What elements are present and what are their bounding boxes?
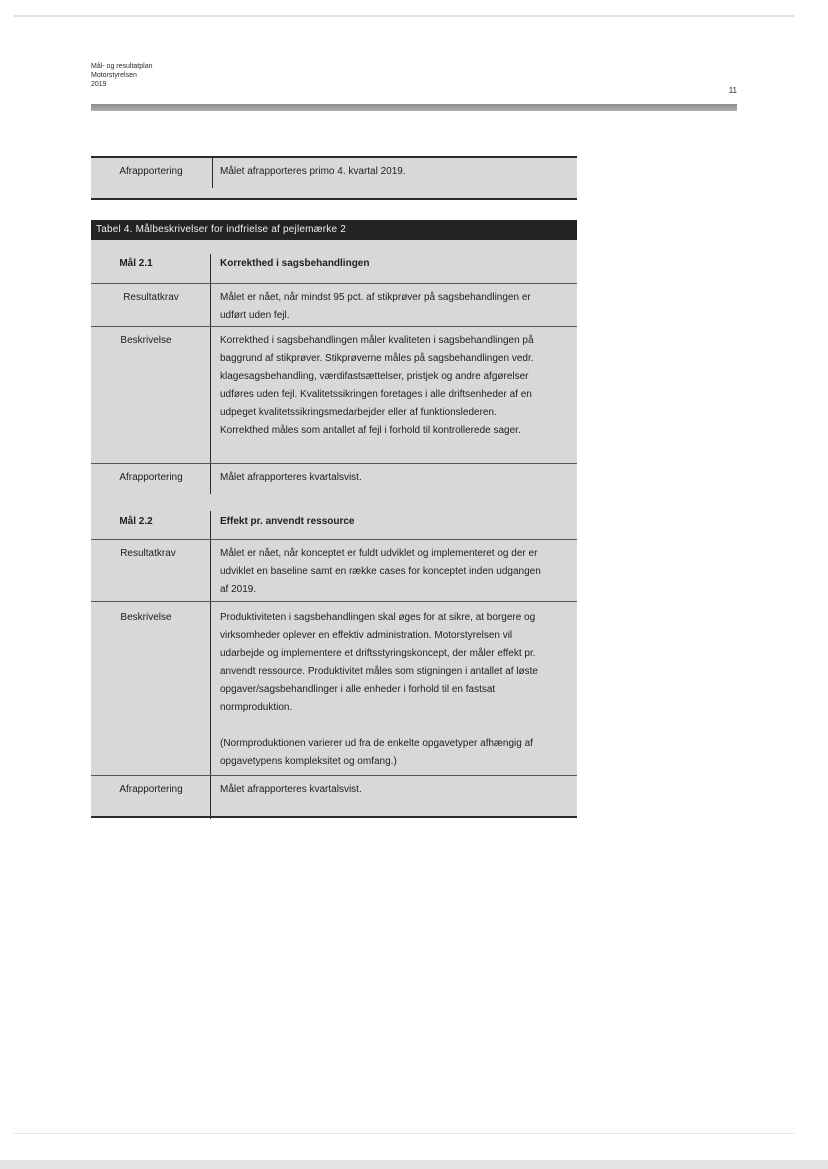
top-table-divider	[212, 158, 213, 188]
top-table-label: Afrapportering	[119, 166, 183, 177]
row-divider	[91, 283, 577, 284]
row-divider	[91, 539, 577, 540]
goal-2-2-title: Effekt pr. anvendt ressource	[220, 516, 355, 527]
goal-2-1-reporting-label: Afrapportering	[119, 472, 183, 483]
goal-2-2-description-paragraph: Produktiviteten i sagsbehandlingen skal øges for at sikre, at borgere og virksomheder oplever en effektiv administration. Motorstyrelsen vil udarbejde og implementere et driftsstyringskoncept, der måler effekt pr. anvendt ressource. Produktivitet måles som stigningen i antallet af løste opgaver/sagsbehandlinger i alle enheder i forhold til en fastsat normproduktion.	[220, 612, 538, 713]
header-plan-title: Mål- og resultatplan	[91, 63, 153, 70]
goal-2-2-label: Mål 2.2	[119, 516, 153, 527]
goal-2-1-label: Mål 2.1	[119, 258, 153, 269]
row-divider	[91, 601, 577, 602]
header-year: 2019	[91, 81, 107, 88]
header-rule	[91, 104, 737, 111]
goal-2-1-description-label: Beskrivelse	[120, 335, 172, 346]
goal-2-1-result-text: Målet er nået, når mindst 95 pct. af stikprøver på sagsbehandlingen er udført uden fejl.	[220, 292, 531, 321]
goal-2-1-result-label: Resultatkrav	[123, 292, 179, 303]
goal-2-2-column-divider	[210, 511, 211, 819]
table-caption: Tabel 4. Målbeskrivelser for indfrielse af pejlemærke 2	[91, 220, 577, 240]
page-top-edge	[14, 15, 794, 17]
goal-2-2-description-note: (Normproduktionen varierer ud fra de enkelte opgavetyper afhængig af opgavetypens kompleksitet og omfang.)	[220, 738, 533, 767]
goal-2-2-result-text: Målet er nået, når konceptet er fuldt udviklet og implementeret og der er udviklet en baseline samt en række cases for konceptet inden udgangen af 2019.	[220, 548, 541, 595]
goal-2-1-description-text: Korrekthed i sagsbehandlingen måler kvaliteten i sagsbehandlingen på baggrund af stikprøver. Stikprøverne måles på sagsbehandlingen vedr. klagesagsbehandling, værdifastsættelser, pristjek og andre afgørelser udføres uden fejl. Kvalitetssikringen foretages i alle driftsenheder af en udpeget kvalitetssikringsmedarbejder eller af funktionslederen. Korrekthed måles som antallet af fejl i forhold til kontrollerede sager.	[220, 335, 534, 436]
goal-2-2-result-label: Resultatkrav	[120, 548, 176, 559]
goal-2-2-reporting-label: Afrapportering	[119, 784, 183, 795]
goal-2-2-reporting-text: Målet afrapporteres kvartalsvist.	[220, 784, 362, 795]
header-organisation: Motorstyrelsen	[91, 72, 137, 79]
row-divider	[91, 775, 577, 776]
page-bottom-edge	[14, 1133, 794, 1134]
document-header	[91, 62, 152, 89]
scan-bottom-band	[0, 1160, 828, 1169]
row-divider	[91, 326, 577, 327]
goal-2-2-description-text	[220, 609, 542, 771]
goal-2-2-description-label: Beskrivelse	[120, 612, 172, 623]
top-table-text: Målet afrapporteres primo 4. kvartal 2019.	[220, 166, 406, 177]
goal-2-1-column-divider	[210, 254, 211, 494]
row-divider	[91, 463, 577, 464]
page-number: 11	[728, 86, 737, 95]
goal-2-1-reporting-text: Målet afrapporteres kvartalsvist.	[220, 472, 362, 483]
goal-2-1-title: Korrekthed i sagsbehandlingen	[220, 258, 370, 269]
